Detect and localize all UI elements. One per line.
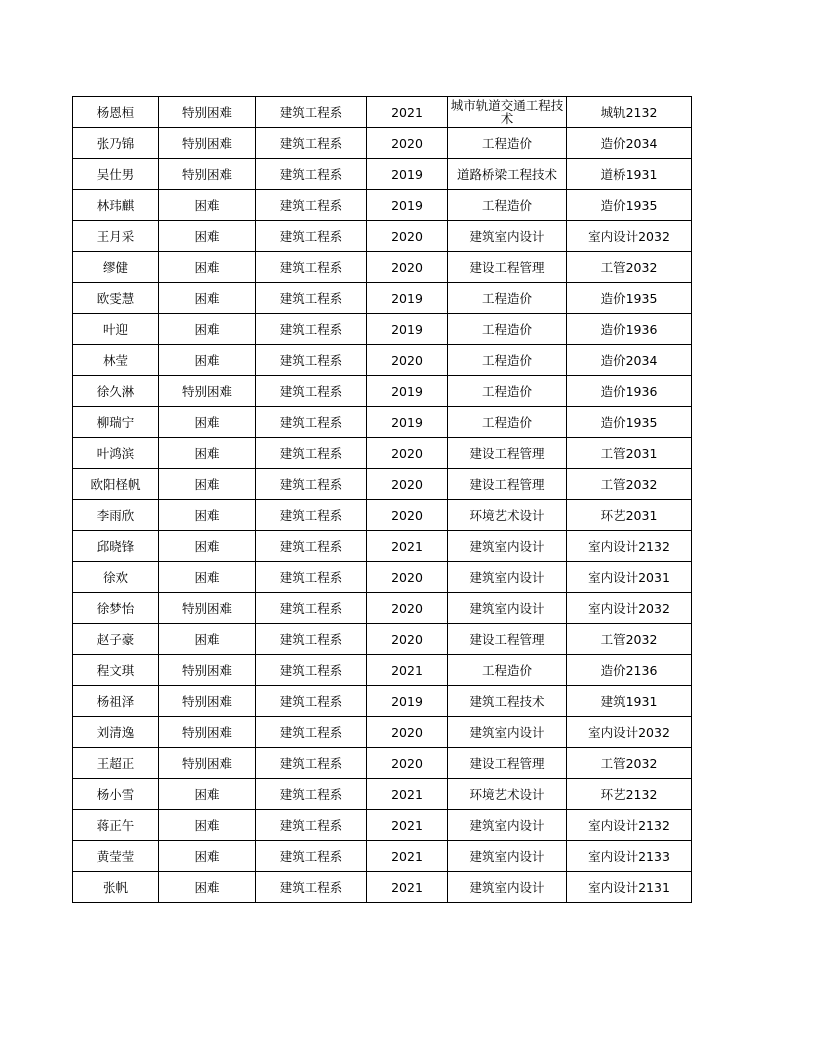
difficulty-cell: 困难: [159, 221, 256, 252]
name-cell: 刘清逸: [73, 717, 159, 748]
difficulty-cell: 特别困难: [159, 748, 256, 779]
student-table: [72, 96, 692, 903]
name-cell: 林莹: [73, 345, 159, 376]
table-row: [73, 128, 692, 159]
student-table-body: [73, 97, 692, 903]
table-row: [73, 593, 692, 624]
class-cell: 室内设计2032: [567, 717, 692, 748]
department-cell: 建筑工程系: [256, 283, 367, 314]
class-cell: 室内设计2132: [567, 531, 692, 562]
major-cell: 环境艺术设计: [448, 500, 567, 531]
table-row: [73, 252, 692, 283]
name-cell: 蒋正午: [73, 810, 159, 841]
name-cell: 张乃锦: [73, 128, 159, 159]
difficulty-cell: 困难: [159, 841, 256, 872]
class-cell: 室内设计2131: [567, 872, 692, 903]
class-cell: 工管2031: [567, 438, 692, 469]
class-cell: 造价1936: [567, 314, 692, 345]
table-row: [73, 283, 692, 314]
difficulty-cell: 困难: [159, 562, 256, 593]
table-row: [73, 469, 692, 500]
year-cell: 2021: [367, 655, 448, 686]
department-cell: 建筑工程系: [256, 314, 367, 345]
major-cell: 建筑室内设计: [448, 593, 567, 624]
department-cell: 建筑工程系: [256, 438, 367, 469]
difficulty-cell: 困难: [159, 624, 256, 655]
table-row: [73, 748, 692, 779]
name-cell: 黄莹莹: [73, 841, 159, 872]
department-cell: 建筑工程系: [256, 159, 367, 190]
table-row: [73, 686, 692, 717]
year-cell: 2020: [367, 345, 448, 376]
year-cell: 2020: [367, 748, 448, 779]
year-cell: 2020: [367, 562, 448, 593]
year-cell: 2019: [367, 407, 448, 438]
year-cell: 2020: [367, 128, 448, 159]
year-cell: 2021: [367, 531, 448, 562]
difficulty-cell: 特别困难: [159, 717, 256, 748]
major-cell: 建设工程管理: [448, 748, 567, 779]
difficulty-cell: 困难: [159, 810, 256, 841]
difficulty-cell: 特别困难: [159, 159, 256, 190]
table-row: [73, 500, 692, 531]
name-cell: 叶鸿滨: [73, 438, 159, 469]
class-cell: 工管2032: [567, 469, 692, 500]
major-cell: 工程造价: [448, 283, 567, 314]
name-cell: 杨恩桓: [73, 97, 159, 128]
table-row: [73, 531, 692, 562]
major-cell: 环境艺术设计: [448, 779, 567, 810]
department-cell: 建筑工程系: [256, 624, 367, 655]
class-cell: 造价1935: [567, 283, 692, 314]
department-cell: 建筑工程系: [256, 376, 367, 407]
class-cell: 室内设计2132: [567, 810, 692, 841]
department-cell: 建筑工程系: [256, 128, 367, 159]
name-cell: 徐欢: [73, 562, 159, 593]
name-cell: 徐久淋: [73, 376, 159, 407]
class-cell: 造价2034: [567, 128, 692, 159]
table-row: [73, 624, 692, 655]
department-cell: 建筑工程系: [256, 469, 367, 500]
year-cell: 2019: [367, 686, 448, 717]
year-cell: 2020: [367, 438, 448, 469]
table-row: [73, 717, 692, 748]
year-cell: 2019: [367, 283, 448, 314]
difficulty-cell: 特别困难: [159, 655, 256, 686]
name-cell: 吴仕男: [73, 159, 159, 190]
difficulty-cell: 特别困难: [159, 686, 256, 717]
department-cell: 建筑工程系: [256, 221, 367, 252]
department-cell: 建筑工程系: [256, 810, 367, 841]
difficulty-cell: 特别困难: [159, 376, 256, 407]
table-row: [73, 872, 692, 903]
difficulty-cell: 困难: [159, 500, 256, 531]
table-row: [73, 407, 692, 438]
difficulty-cell: 困难: [159, 190, 256, 221]
major-cell: 建设工程管理: [448, 624, 567, 655]
major-cell: 建筑室内设计: [448, 841, 567, 872]
year-cell: 2020: [367, 717, 448, 748]
table-row: [73, 562, 692, 593]
name-cell: 王月采: [73, 221, 159, 252]
year-cell: 2019: [367, 190, 448, 221]
difficulty-cell: 困难: [159, 872, 256, 903]
table-row: [73, 779, 692, 810]
major-cell: 建设工程管理: [448, 252, 567, 283]
class-cell: 环艺2031: [567, 500, 692, 531]
class-cell: 造价1935: [567, 190, 692, 221]
major-cell: 建设工程管理: [448, 469, 567, 500]
class-cell: 室内设计2032: [567, 593, 692, 624]
class-cell: 造价1935: [567, 407, 692, 438]
year-cell: 2021: [367, 97, 448, 128]
year-cell: 2020: [367, 500, 448, 531]
department-cell: 建筑工程系: [256, 717, 367, 748]
department-cell: 建筑工程系: [256, 531, 367, 562]
year-cell: 2021: [367, 779, 448, 810]
difficulty-cell: 困难: [159, 779, 256, 810]
class-cell: 工管2032: [567, 748, 692, 779]
table-row: [73, 376, 692, 407]
name-cell: 林玮麒: [73, 190, 159, 221]
major-cell: 建筑室内设计: [448, 562, 567, 593]
major-cell: 工程造价: [448, 345, 567, 376]
major-cell: 工程造价: [448, 128, 567, 159]
class-cell: 道桥1931: [567, 159, 692, 190]
major-cell: 建筑工程技术: [448, 686, 567, 717]
table-row: [73, 159, 692, 190]
table-row: [73, 655, 692, 686]
department-cell: 建筑工程系: [256, 562, 367, 593]
year-cell: 2021: [367, 872, 448, 903]
major-cell: 工程造价: [448, 655, 567, 686]
year-cell: 2019: [367, 314, 448, 345]
table-row: [73, 810, 692, 841]
major-cell: 工程造价: [448, 314, 567, 345]
major-cell: 建筑室内设计: [448, 872, 567, 903]
class-cell: 建筑1931: [567, 686, 692, 717]
department-cell: 建筑工程系: [256, 872, 367, 903]
table-row: [73, 345, 692, 376]
name-cell: 杨小雪: [73, 779, 159, 810]
major-cell: 道路桥梁工程技术: [448, 159, 567, 190]
difficulty-cell: 困难: [159, 252, 256, 283]
department-cell: 建筑工程系: [256, 841, 367, 872]
year-cell: 2020: [367, 624, 448, 655]
year-cell: 2020: [367, 593, 448, 624]
name-cell: 程文琪: [73, 655, 159, 686]
department-cell: 建筑工程系: [256, 252, 367, 283]
department-cell: 建筑工程系: [256, 593, 367, 624]
major-cell: 工程造价: [448, 190, 567, 221]
department-cell: 建筑工程系: [256, 748, 367, 779]
table-row: [73, 438, 692, 469]
year-cell: 2021: [367, 841, 448, 872]
difficulty-cell: 困难: [159, 531, 256, 562]
table-row: [73, 97, 692, 128]
department-cell: 建筑工程系: [256, 686, 367, 717]
name-cell: 邱晓锋: [73, 531, 159, 562]
class-cell: 造价1936: [567, 376, 692, 407]
difficulty-cell: 困难: [159, 345, 256, 376]
year-cell: 2021: [367, 810, 448, 841]
year-cell: 2020: [367, 252, 448, 283]
department-cell: 建筑工程系: [256, 655, 367, 686]
department-cell: 建筑工程系: [256, 500, 367, 531]
name-cell: 王超正: [73, 748, 159, 779]
name-cell: 徐梦怡: [73, 593, 159, 624]
class-cell: 工管2032: [567, 624, 692, 655]
difficulty-cell: 特别困难: [159, 128, 256, 159]
major-cell: 工程造价: [448, 407, 567, 438]
difficulty-cell: 困难: [159, 314, 256, 345]
year-cell: 2020: [367, 469, 448, 500]
name-cell: 张帆: [73, 872, 159, 903]
table-row: [73, 314, 692, 345]
name-cell: 欧雯慧: [73, 283, 159, 314]
class-cell: 室内设计2031: [567, 562, 692, 593]
department-cell: 建筑工程系: [256, 345, 367, 376]
name-cell: 欧阳柽帆: [73, 469, 159, 500]
department-cell: 建筑工程系: [256, 97, 367, 128]
department-cell: 建筑工程系: [256, 407, 367, 438]
name-cell: 叶迎: [73, 314, 159, 345]
major-cell: 建筑室内设计: [448, 531, 567, 562]
difficulty-cell: 特别困难: [159, 593, 256, 624]
name-cell: 缪健: [73, 252, 159, 283]
year-cell: 2020: [367, 221, 448, 252]
difficulty-cell: 困难: [159, 469, 256, 500]
major-cell: 工程造价: [448, 376, 567, 407]
class-cell: 室内设计2133: [567, 841, 692, 872]
table-row: [73, 841, 692, 872]
class-cell: 环艺2132: [567, 779, 692, 810]
class-cell: 室内设计2032: [567, 221, 692, 252]
name-cell: 柳瑞宁: [73, 407, 159, 438]
class-cell: 工管2032: [567, 252, 692, 283]
name-cell: 杨祖泽: [73, 686, 159, 717]
difficulty-cell: 困难: [159, 438, 256, 469]
major-cell: 建筑室内设计: [448, 810, 567, 841]
major-cell: 建筑室内设计: [448, 717, 567, 748]
name-cell: 李雨欣: [73, 500, 159, 531]
major-cell: 建设工程管理: [448, 438, 567, 469]
department-cell: 建筑工程系: [256, 190, 367, 221]
table-row: [73, 190, 692, 221]
difficulty-cell: 困难: [159, 407, 256, 438]
class-cell: 造价2034: [567, 345, 692, 376]
year-cell: 2019: [367, 376, 448, 407]
class-cell: 城轨2132: [567, 97, 692, 128]
difficulty-cell: 特别困难: [159, 97, 256, 128]
name-cell: 赵子豪: [73, 624, 159, 655]
table-row: [73, 221, 692, 252]
major-cell: 建筑室内设计: [448, 221, 567, 252]
major-cell: 城市轨道交通工程技术: [448, 97, 567, 128]
difficulty-cell: 困难: [159, 283, 256, 314]
year-cell: 2019: [367, 159, 448, 190]
department-cell: 建筑工程系: [256, 779, 367, 810]
class-cell: 造价2136: [567, 655, 692, 686]
